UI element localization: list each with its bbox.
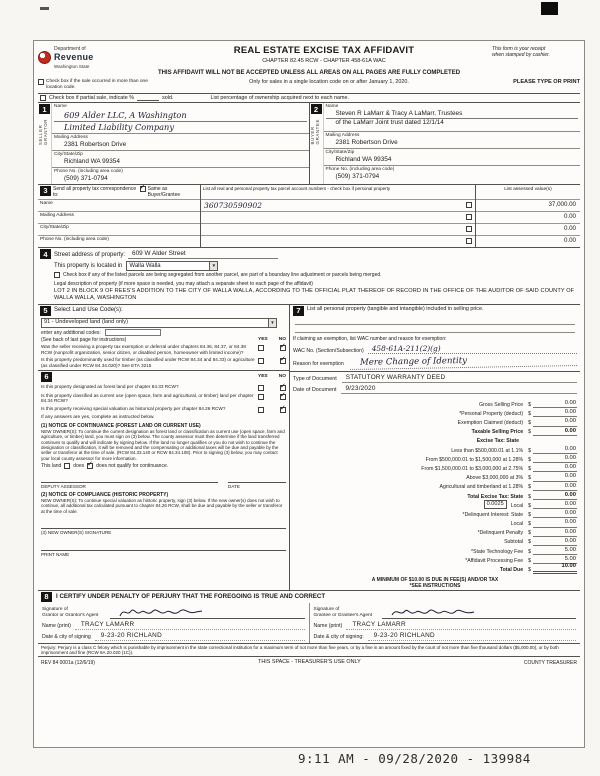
agricultural-tax-field[interactable]: 0.00 bbox=[533, 483, 577, 491]
grantee-date-label: Date & city of signing: bbox=[313, 634, 364, 641]
forest-land-question: Is this property designated as forest land per chapter 84.33 RCW? bbox=[41, 383, 179, 389]
personal-property-line[interactable] bbox=[295, 325, 575, 333]
assessed-values-header: List assessed value(s) bbox=[504, 186, 552, 192]
seller-name-field-line2[interactable]: Limited Liability Company bbox=[64, 121, 174, 132]
personal-property-line[interactable] bbox=[295, 317, 575, 325]
affidavit-warning: THIS AFFIDAVIT WILL NOT BE ACCEPTED UNLESS ALL AREAS ON ALL PAGES ARE FULLY COMPLETED bbox=[157, 70, 461, 77]
parcel-numbers-header: List all real and personal property tax parcel account numbers - check box if personal property bbox=[203, 185, 391, 191]
please-type-or-print: PLEASE TYPE OR PRINT bbox=[513, 78, 580, 85]
section-number-badge: 8 bbox=[41, 592, 52, 602]
grantor-name-field[interactable]: TRACY LAMARR bbox=[75, 621, 305, 630]
logo-text: Revenue bbox=[54, 52, 94, 63]
timber-agriculture-question: Is this property predominantly used for timber (as classified under RCW 84.34 and 84.33) or agriculture (as classified under RCW 84.34.020)? See ETA 3215 bbox=[41, 357, 255, 368]
section-number-badge: 6 bbox=[41, 372, 52, 382]
no-checkbox[interactable] bbox=[280, 385, 286, 391]
no-checkbox[interactable] bbox=[280, 358, 286, 364]
grantee-signature bbox=[390, 605, 476, 619]
no-checkbox[interactable] bbox=[280, 407, 286, 413]
exemption-reason-label: Reason for exemption bbox=[293, 361, 344, 368]
land-use-select[interactable]: 91 - Undeveloped land (land only) ▼ bbox=[41, 318, 277, 328]
print-name-label: PRINT NAME bbox=[41, 551, 70, 557]
personal-property-checkbox[interactable] bbox=[466, 226, 472, 232]
logo-text: Department of bbox=[54, 46, 86, 52]
assessed-value-field[interactable]: 37,000.00 bbox=[476, 199, 580, 211]
grantor-signature bbox=[118, 605, 204, 619]
land-use-label: Select Land Use Code(s): bbox=[54, 307, 123, 313]
buyer-phone-field[interactable]: (509) 371-0794 bbox=[335, 173, 380, 181]
partial-sale-percent-field[interactable] bbox=[137, 95, 159, 101]
section-number-badge: 7 bbox=[293, 306, 304, 316]
legal-description-label: Legal description of property (if more space is needed, you may attach a separate sheet to each page of the affidavit) bbox=[54, 280, 313, 287]
section-number-badge: 2 bbox=[311, 104, 322, 114]
certify-statement: I CERTIFY UNDER PENALTY OF PERJURY THAT THE FOREGOING IS TRUE AND CORRECT bbox=[56, 592, 326, 600]
tax-computation-section bbox=[290, 305, 580, 590]
grantee-date-field[interactable]: 9-23-20 RICHLAND bbox=[368, 632, 576, 641]
notice-compliance-text: NEW OWNER(S): To continue special valuation as historic property, sign (3) below. If the new owner(s) does not wish to continue, all additional tax calculated pursuant to chapter 84.26 RCW, shall be due and payable by the seller or transferor at the time of sale. bbox=[41, 498, 283, 514]
exemption-reason-field[interactable]: Mere Change of Identity bbox=[350, 354, 577, 370]
grantee-signature-label: Signature of Grantee or Grantee's Agent bbox=[313, 607, 373, 618]
treasurer-space-label: THIS SPACE - TREASURER'S USE ONLY bbox=[258, 659, 361, 666]
yes-checkbox[interactable] bbox=[258, 407, 264, 413]
section-number-badge: 3 bbox=[40, 186, 51, 196]
personal-property-checkbox[interactable] bbox=[466, 202, 472, 208]
chevron-down-icon[interactable]: ▼ bbox=[209, 262, 217, 270]
grantor-date-field[interactable]: 9-23-20 RICHLAND bbox=[95, 632, 305, 641]
grantee-name-label: Name (print) bbox=[313, 623, 343, 630]
partial-sale-label: Check box if partial sale, indicate % bbox=[49, 94, 135, 101]
grantor-signature-field[interactable] bbox=[110, 604, 305, 619]
designation-section: 6 YES NO Is this property designated as forest land per chapter 84.33 RCW? ✓ Is this property classified as current use (open space, farm and agricultural, or timber) land per chapter 84.34 RCW? ✓ Is this property receiving special valuation as historical property per chapter 84.26 RCW? ✓ If any answers are yes, complete as instructed below. (1) NOTICE OF CONTINUANCE (FOREST LAND OR CURRENT USE) NEW OWNER(S): To continue the current designation as forest land or classification as current use (open space, farm and agriculture, or timber) land, you must sign on (3) below. The county assessor must then determine if the land transferred continues to qualify and will indicate by signing below. If the land no longer qualifies or you do not wish to continue the designation or classification, it will be removed and the compensating or additional taxes will be due and payable by the seller or transferor at the time of sale. (RCW 84.33.140 or RCW 84.34.108). Prior to signing (3) below, you may contact your local county assessor for more information. This land does ✓ does not qualify for continuance. DEPUTY ASSESSOR DATE (2) NOTICE OF COMPLIANCE (HISTORIC PROPERTY) NEW OWNER(S): To continue special valuation as historic property, sign (3) below. If the new owner(s) does not wish to continue, all additional tax calculated pursuant to chapter 84.26 RCW, shall be due and payable by the seller or transferor at the time of sale. (3) NEW OWNER(S) SIGNATURE PRINT NAME bbox=[38, 370, 289, 558]
state-technology-fee-field[interactable]: 5.00 bbox=[533, 547, 577, 555]
assessor-date-line[interactable] bbox=[228, 475, 286, 483]
seller-phone-field[interactable]: (509) 371-0794 bbox=[64, 174, 108, 182]
assessed-value-field[interactable]: 0.00 bbox=[476, 223, 580, 235]
seller-address-field[interactable]: 2381 Robertson Drive bbox=[64, 140, 127, 148]
total-excise-state-field[interactable]: 0.00 bbox=[533, 492, 577, 500]
exemption-deferral-question: Was the seller receiving a property tax exemption or deferral under chapters 84.36, 84.37, or 84.38 RCW (nonprofit organization, senior citizen, or disabled person, homeowner with limited income)? bbox=[41, 344, 246, 355]
does-not-qualify-checkbox[interactable] bbox=[87, 463, 93, 469]
ownership-note: List percentage of ownership acquired next to each name. bbox=[210, 94, 349, 101]
personal-property-label: List all personal property (tangible and intangible) included in selling price. bbox=[307, 305, 484, 312]
partial-sale-checkbox[interactable] bbox=[40, 95, 46, 101]
buyer-city-field[interactable]: Richland WA 99354 bbox=[335, 156, 392, 164]
multi-location-label: Check box if the sale occurred in more than one location code. bbox=[46, 78, 148, 90]
assessor-date-label: DATE bbox=[228, 484, 240, 490]
seller-side-label: SELLER GRANTOR bbox=[38, 119, 48, 146]
street-address-field[interactable]: 609 W Alder Street bbox=[128, 250, 278, 259]
legal-description-field[interactable]: LOT 2 IN BLOCK 9 OF REES'S ADDITION TO THE CITY OF WALLA WALLA, ACCORDING TO THE OFFICIAL PLAT THEREOF OF RECORD IN THE OFFICE OF THE AUDITOR OF SAID COUNTY OF WALLA WALLA, WASHINGTON bbox=[54, 287, 575, 301]
seller-name-label: Name bbox=[54, 104, 67, 110]
additional-codes-label: enter any additional codes: bbox=[41, 329, 101, 336]
minimum-due-note: A MINIMUM OF $10.00 IS DUE IN FEE(S) AND/OR TAX *SEE INSTRUCTIONS bbox=[371, 576, 499, 590]
parcel-number-field[interactable]: 360730590902 bbox=[204, 200, 262, 210]
logo-text: Washington State bbox=[54, 63, 90, 69]
correspondence-phone-row[interactable]: Phone No. (including area code) bbox=[38, 235, 200, 247]
historic-property-question: Is this property receiving special valuation as historical property per chapter 84.26 RCW? bbox=[41, 405, 226, 411]
segregated-label: Check box if any of the listed parcels are being segregated from another parcel, are part of a boundary line adjustment or parcels being merged. bbox=[63, 272, 382, 279]
notice-compliance-title: (2) NOTICE OF COMPLIANCE (HISTORIC PROPERTY) bbox=[41, 491, 169, 498]
scan-artifact-right bbox=[541, 2, 558, 15]
deputy-assessor-signature-line[interactable] bbox=[41, 475, 218, 483]
correspondence-address-row[interactable]: Mailing Address bbox=[38, 211, 200, 223]
local-tax-field[interactable]: 0.00 bbox=[533, 501, 577, 509]
seller-city-field[interactable]: Richland WA 99354 bbox=[64, 157, 120, 165]
county-treasurer-label: COUNTY TREASURER bbox=[523, 659, 577, 666]
personal-property-deduct-field[interactable]: 0.00 bbox=[533, 409, 577, 417]
correspondence-name-row[interactable]: Name bbox=[38, 199, 200, 211]
assessed-value-field[interactable]: 0.00 bbox=[476, 211, 580, 223]
form-header bbox=[38, 44, 580, 69]
form-revision-code: REV 84 0001a (12/6/19) bbox=[41, 659, 95, 666]
segregated-checkbox[interactable] bbox=[54, 272, 60, 278]
if-yes-note: If any answers are yes, complete as instructed below. bbox=[41, 414, 155, 420]
tier4-tax-field[interactable]: 0.00 bbox=[533, 473, 577, 481]
deputy-assessor-label: DEPUTY ASSESSOR bbox=[41, 484, 86, 490]
personal-property-checkbox[interactable] bbox=[466, 214, 472, 220]
additional-codes-field[interactable] bbox=[105, 329, 161, 336]
tier1-tax-field[interactable]: 0.00 bbox=[533, 446, 577, 454]
personal-property-checkbox[interactable] bbox=[466, 238, 472, 244]
located-in-label: This property is located in bbox=[54, 262, 123, 269]
delinquent-penalty-field[interactable]: 0.00 bbox=[533, 529, 577, 537]
local-rate-field[interactable]: 0.0025 bbox=[484, 500, 507, 509]
yes-checkbox[interactable] bbox=[258, 394, 264, 400]
affidavit-processing-fee-field[interactable]: 5.00 bbox=[533, 556, 577, 564]
tier3-tax-field[interactable]: 0.00 bbox=[533, 464, 577, 472]
document-type-label: Type of Document bbox=[293, 376, 337, 383]
see-back-note: (See back of last page for instructions) bbox=[41, 336, 127, 343]
subtotal-field[interactable]: 0.00 bbox=[533, 538, 577, 546]
property-location-section bbox=[38, 247, 580, 303]
buyer-side-label: BUYER GRANTEE bbox=[309, 119, 320, 145]
wac-number-field[interactable]: 458-61A-211(2)(g) bbox=[368, 344, 577, 354]
real-estate-excise-tax-affidavit-form: Department of Revenue Washington State REAL ESTATE EXCISE TAX AFFIDAVIT CHAPTER 82.45 RCW - CHAPTER 458-61A WAC This form is your receipt when stamped by cashier. THIS AFFIDAVIT WILL NOT BE ACCEPTED UNLESS ALL AREAS ON ALL PAGES ARE FULLY COMPLETED Check box if the sale occurred in more than one location code. Only for sales in a single location code on or after January 1, 2020. PLEASE TYPE OR PRINT Check box if partial sale, indicate % sold. List percentage of ownership acquired next to each name. 1 SELLER GRANTOR Name 609 Alder LLC, A Washington Limited Liability Company Mailing Address 2381 Robertson Drive City/State/Zip Richland WA 99354 Phone No. (including area code) (509) 371-0794 2 BUYER GRANTEE Name Steven R LaMarr & Tracy A LaMarr, Trustees of the LaMarr Joint trust dated 12/1/14 Mailing Address 2381 Robertson Drive City/State/Zip Richland WA 99354 Phone No. (including area code) (509) 371-0794 3 Send all property tax correspondence to: ✓ Same as Buyer/Grantee Name Mailing Address City/State/Zip Phone No. (including area code) List all real and personal property tax parcel account numbers - check box if personal property 360730590902 List assessed value(s) 37,000.00 0.00 0.00 0.00 4 Street address of property: 609 W Alder Street This property is located in Walla Walla ▼ Check box if any of the listed parcels are being segregated from another parcel, are part of a boundary line adjustment or parcels being merged. Legal description of property (if more space is needed, you may attach a separate sheet to each page of the affidavit) LOT 2 IN BLOCK 9 OF REES'S ADDITION TO THE CITY OF WALLA WALLA, ACCORDING TO THE OFFICIAL PLAT THEREOF OF RECORD IN THE OFFICE OF THE AUDITOR OF SAID COUNTY OF WALLA WALLA, WASHINGTON 5 Select Land Use Code(s): 91 - Undeveloped land (land only) ▼ enter any additional codes: (See back of last page for instructions) YES NO Was the seller receiving a property tax exemption or deferral under chapters 84.36, 84.37, or 84.38 RCW (nonprofit organization, senior citizen, or disabled person, homeowner with limited income)? ✓ Is this property predominantly used for timber (as classified under RCW 84.34 and 84.33) or agriculture (as classified under RCW 84.34.020)? See ETA 3215 ✓ 6 YES NO Is this property designated as forest land per chapter 84.33 RCW? ✓ Is this property classified as current use (open space, farm and agricultural, or timber) land per chapter 84.34 RCW? ✓ Is this property receiving special valuation as historical property per chapter 84.26 RCW? ✓ If any answers are yes, complete as instructed below. (1) NOTICE OF CONTINUANCE (FOREST LAND OR CURRENT USE) NEW OWNER(S): To continue the current designation as forest land or classification as current use (open space, farm and agriculture, or timber) land, you must sign on (3) below. The county assessor must then determine if the land transferred continues to qualify and will indicate by signing below. If the land no longer qualifies or you do not wish to continue the designation or classification, it will be removed and the compensating or additional taxes will be due and payable by the seller or transferor at the time of sale. (RCW 84.33.140 or RCW 84.34.108). Prior to signing (3) below, you may contact your local county assessor for more information. This land does ✓ does not qualify for continuance. DEPUTY ASSESSOR DATE (2) NOTICE OF COMPLIANCE (HISTORIC PROPERTY) NEW OWNER(S): To continue special valuation as historic property, sign (3) below. If the new owner(s) does not wish to continue, all additional tax calculated pursuant to chapter 84.26 RCW, shall be due and payable by the seller or transferor at the time of sale. (3) NEW OWNER(S) SIGNATURE PRINT NAME 7 List all personal property (tangible and intangible) included in selling price. If claiming an exemption, list WAC number and reason for exemption: WAC No. (Section/Subsection) 458-61A-211(2)(g) Reason for exemption Mere Change of Identity Type of Document STATUTORY WARRANTY DEED Date of Document 9/23/2020 Gross Selling Price $ 0.00 *Personal Property (deduct) $ 0.00 Exemption Claimed (deduct) $ 0.00 Taxable Selling Price $ 0.00 Excise Tax: State Less than $500,000.01 at 1.1% $ 0.00 From $500,000.01 to $1,500,000 at 1.28% $ 0.00 From $1,500,000.01 to $3,000,000 at 2.75% $ 0.00 Above $3,000,000 at 3% $ 0.00 Agricultural and timberland at 1.28% $ 0.00 Total Excise Tax: State $ 0.00 0.0025 Local $ 0.00 *Delinquent Interest: State $ 0.00 Local $ 0.00 *Delinquent Penalty $ 0.00 Subtotal $ 0.00 *State Technology Fee $ 5.00 *Affidavit Processing Fee $ 5.00 Total Due $ 10.00 A MINIMUM OF $10.00 IS DUE IN FEE(S) AND/OR TAX *SEE INSTRUCTIONS 8 I CERTIFY UNDER PENALTY OF PERJURY THAT THE FOREGOING IS TRUE AND CORRECT Signature of Grantor or Grantor's Agent Name (print) TRACY LAMARR Date & city of signing 9-23-20 RICHLAND Signature of Grantee or Grantee's Agent Name (print) TRACY LAMARR Date & city of signing: 9-23-20 RICHLAND Perjury: Perjury is a class C felony which is punishable by imprisonment in the state correctional institution for a maximum term of not more than five years, or by a fine in an amount fixed by the court of not more than five thousand dollars ($5,000.00), or by both imprisonment and fine (RCW 9A.20.020 (1C)). REV 84 0001a (12/6/19) THIS SPACE - TREASURER'S USE ONLY COUNTY TREASURER bbox=[33, 40, 585, 748]
total-due-field[interactable]: 10.00 bbox=[533, 563, 577, 573]
new-owner-signature-label: (3) NEW OWNER(S) SIGNATURE bbox=[41, 529, 112, 535]
receipt-note: This form is your receipt when stamped by cashier. bbox=[492, 46, 550, 59]
wac-number-label: WAC No. (Section/Subsection) bbox=[293, 347, 364, 354]
buyer-address-field[interactable]: 2381 Robertson Drive bbox=[335, 139, 398, 147]
chevron-down-icon[interactable]: ▼ bbox=[268, 319, 276, 327]
grantee-name-field[interactable]: TRACY LAMARR bbox=[346, 621, 576, 630]
buyer-name-field[interactable]: Steven R LaMarr & Tracy A LaMarr, Trustees bbox=[326, 110, 579, 119]
document-date-field[interactable]: 9/23/2020 bbox=[341, 385, 577, 394]
does-qualify-checkbox[interactable] bbox=[64, 463, 70, 469]
send-correspondence-label: Send all property tax correspondence to: bbox=[53, 185, 137, 199]
seller-name-field[interactable]: 609 Alder LLC, A Washington bbox=[54, 110, 307, 121]
taxable-selling-price-field[interactable]: 0.00 bbox=[533, 428, 577, 436]
single-location-note: Only for sales in a single location code on or after January 1, 2020. bbox=[249, 78, 409, 85]
document-type-field[interactable]: STATUTORY WARRANTY DEED bbox=[342, 374, 577, 383]
section-number-badge: 5 bbox=[40, 306, 51, 316]
tax-correspondence-section bbox=[38, 184, 580, 248]
grantor-signature-label: Signature of Grantor or Grantor's Agent bbox=[42, 607, 99, 618]
exemption-intro: If claiming an exemption, list WAC number and reason for exemption: bbox=[293, 335, 447, 342]
tier2-tax-field[interactable]: 0.00 bbox=[533, 455, 577, 463]
revenue-logo-icon bbox=[38, 51, 51, 64]
gross-selling-price-field[interactable]: 0.00 bbox=[533, 400, 577, 408]
buyer-name-label: Name bbox=[325, 104, 339, 110]
same-as-buyer-checkbox[interactable] bbox=[140, 186, 146, 192]
current-use-question: Is this property classified as current use (open space, farm and agricultural, or timber) land per chapter 84.34 RCW? bbox=[41, 392, 254, 404]
notice-continuance-title: (1) NOTICE OF CONTINUANCE (FOREST LAND OR CURRENT USE) bbox=[41, 422, 201, 429]
excise-tax-table: Gross Selling Price $ 0.00 *Personal Property (deduct) $ 0.00 Exemption Claimed (deduct) $ 0.00 Taxable Selling Price $ 0.00 Excise Tax: State Less than $500,000.01 at 1.1% $ 0.00 From $500,000.01 to $1,500,000 at 1.28% $ 0.00 From $1,500,000.01 to $3,000,000 at 2.75% $ 0.00 Above $3,000,000 at 3% $ 0.00 Agricultural and timberland at 1.28% $ 0.00 Total Excise Tax: State $ 0.00 0.0025 Local $ 0.00 *Delinquent Interest: State $ 0.00 Local $ 0.00 *Delinquent Penalty $ 0.00 Subtotal $ 0.00 *State Technology Fee $ 5.00 *Affidavit Processing Fee $ 5.00 Total Due $ 10.00 bbox=[421, 399, 576, 574]
yes-checkbox[interactable] bbox=[258, 385, 264, 391]
document-date-label: Date of Document bbox=[293, 387, 337, 394]
scan-timestamp: 9:11 AM - 09/28/2020 - 139984 bbox=[298, 751, 531, 766]
assessed-value-field[interactable]: 0.00 bbox=[476, 235, 580, 247]
multi-location-checkbox[interactable] bbox=[38, 79, 44, 85]
certification-section bbox=[38, 590, 580, 643]
delinquent-interest-state-field[interactable]: 0.00 bbox=[533, 510, 577, 518]
dept-of-revenue-logo bbox=[38, 44, 156, 69]
section-number-badge: 1 bbox=[39, 104, 50, 114]
buyer-name-field-line2[interactable]: of the LaMarr Joint trust dated 12/1/14 bbox=[335, 119, 444, 127]
correspondence-city-row[interactable]: City/State/Zip bbox=[38, 223, 200, 235]
buyer-grantee-section: 2 BUYER GRANTEE Name Steven R LaMarr & Tracy A LaMarr, Trustees of the LaMarr Joint trust dated 12/1/14 Mailing Address 2381 Robertson Drive City/State/Zip Richland WA 99354 Phone No. (including area code) (509) 371-0794 bbox=[310, 103, 581, 183]
grantee-signature-field[interactable] bbox=[382, 604, 577, 619]
new-owner-signature-line[interactable] bbox=[41, 521, 286, 529]
print-name-line[interactable] bbox=[41, 543, 286, 551]
delinquent-interest-local-field[interactable]: 0.00 bbox=[533, 519, 577, 527]
county-select[interactable]: Walla Walla ▼ bbox=[126, 261, 218, 271]
form-chapter: CHAPTER 82.45 RCW - CHAPTER 458-61A WAC bbox=[262, 57, 386, 64]
seller-grantor-section: 1 SELLER GRANTOR Name 609 Alder LLC, A Washington Limited Liability Company Mailing Address 2381 Robertson Drive City/State/Zip Richland WA 99354 Phone No. (including area code) (509) 371-0794 bbox=[38, 103, 310, 183]
street-address-label: Street address of property: bbox=[54, 251, 126, 258]
scan-artifact-left bbox=[40, 7, 49, 10]
form-title: REAL ESTATE EXCISE TAX AFFIDAVIT bbox=[233, 45, 415, 56]
no-checkbox[interactable] bbox=[280, 394, 286, 400]
notice-continuance-text: NEW OWNER(S): To continue the current designation as forest land or classification as current use (open space, farm and agriculture, or timber) land, you must sign on (3) below. The county assessor must then determine if the land transferred continues to qualify and will indicate by signing below. If the land no longer qualifies or you do not wish to continue the designation or classification, it will be removed and the compensating or additional taxes will be due and payable by the seller or transferor at the time of sale. (RCW 84.33.140 or RCW 84.34.108). Prior to signing (3) below, you may contact your local county assessor for more information. bbox=[41, 429, 285, 461]
exemption-claimed-field[interactable]: 0.00 bbox=[533, 418, 577, 426]
no-checkbox[interactable] bbox=[280, 345, 286, 351]
perjury-notice: Perjury: Perjury is a class C felony which is punishable by imprisonment in the state correctional institution for a maximum term of not more than five years, or by a fine in an amount fixed by the court of not more than five thousand dollars ($5,000.00), or by both imprisonment and fine (RCW 9A.20.020 (1C)). bbox=[38, 643, 580, 657]
grantor-date-label: Date & city of signing bbox=[42, 634, 91, 641]
yes-checkbox[interactable] bbox=[258, 345, 264, 351]
yes-checkbox[interactable] bbox=[258, 358, 264, 364]
same-as-buyer-label: Same as Buyer/Grantee bbox=[147, 185, 181, 199]
land-use-section: 5 Select Land Use Code(s): 91 - Undeveloped land (land only) ▼ enter any additional codes: (See back of last page for instructions) YES NO Was the seller receiving a property tax exemption or deferral under chapters 84.36, 84.37, or 84.38 RCW (nonprofit organization, senior citizen, or disabled person, homeowner with limited income)? ✓ Is this property predominantly used for timber (as classified under RCW 84.34 and 84.33) or agriculture (as classified under RCW 84.34.020)? See ETA 3215 ✓ bbox=[38, 305, 289, 370]
grantor-name-label: Name (print) bbox=[42, 623, 71, 630]
section-number-badge: 4 bbox=[40, 249, 51, 259]
excise-tax-state-header: Excise Tax: State bbox=[476, 438, 519, 445]
